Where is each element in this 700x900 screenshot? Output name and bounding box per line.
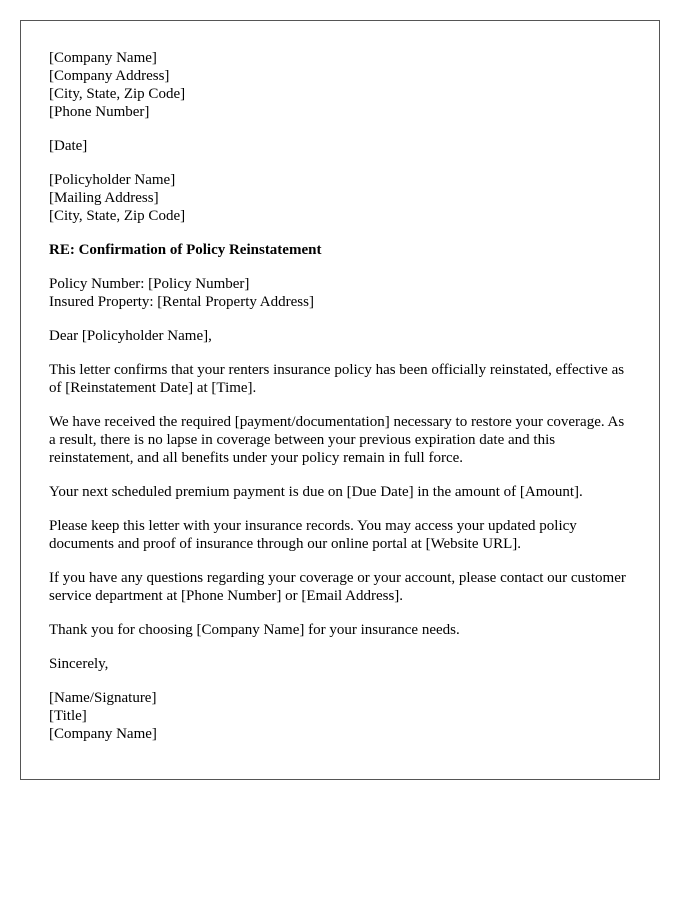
body-paragraph-thanks: Thank you for choosing [Company Name] for your insurance needs. — [49, 622, 460, 638]
recipient-city-state-zip: [City, State, Zip Code] — [49, 208, 186, 224]
insured-property: Insured Property: [Rental Property Address] — [49, 294, 314, 310]
recipient-name: [Policyholder Name] — [49, 172, 176, 188]
sender-address-block — [49, 49, 631, 121]
body-paragraph-coverage: We have received the required [payment/documentation] necessary to restore your coverage. As a result, there is no lapse in coverage between your previous expiration date and this reinstatement, and all benefits under your policy remain in full force. — [49, 414, 625, 466]
policy-info-block — [49, 275, 631, 311]
subject-line: RE: Confirmation of Policy Reinstatement — [49, 242, 322, 258]
closing: Sincerely, — [49, 656, 109, 672]
body-paragraph-contact: If you have any questions regarding your coverage or your account, please contact our customer service department at [Phone Number] or [Email Address]. — [49, 570, 626, 604]
date-text: [Date] — [49, 138, 88, 154]
body-paragraph-confirmation: This letter confirms that your renters insurance policy has been officially reinstated, effective as of [Reinstatement Date] at [Time]. — [49, 362, 625, 396]
body-paragraph-records: Please keep this letter with your insurance records. You may access your updated policy documents and proof of insurance through our online portal at [Website URL]. — [49, 518, 577, 552]
sender-company-name: [Company Name] — [49, 50, 157, 66]
recipient-address-block — [49, 171, 631, 225]
sender-company-address: [Company Address] — [49, 68, 170, 84]
signature-company: [Company Name] — [49, 726, 157, 742]
body-paragraph-payment: Your next scheduled premium payment is due on [Due Date] in the amount of [Amount]. — [49, 484, 583, 500]
sender-phone: [Phone Number] — [49, 104, 150, 120]
salutation: Dear [Policyholder Name], — [49, 328, 212, 344]
signature-title: [Title] — [49, 708, 87, 724]
letter-date — [49, 137, 631, 155]
recipient-mailing-address: [Mailing Address] — [49, 190, 159, 206]
signature-name: [Name/Signature] — [49, 690, 157, 706]
sender-city-state-zip: [City, State, Zip Code] — [49, 86, 186, 102]
signature-block — [49, 689, 631, 743]
letter-page — [20, 20, 660, 780]
policy-number: Policy Number: [Policy Number] — [49, 276, 250, 292]
